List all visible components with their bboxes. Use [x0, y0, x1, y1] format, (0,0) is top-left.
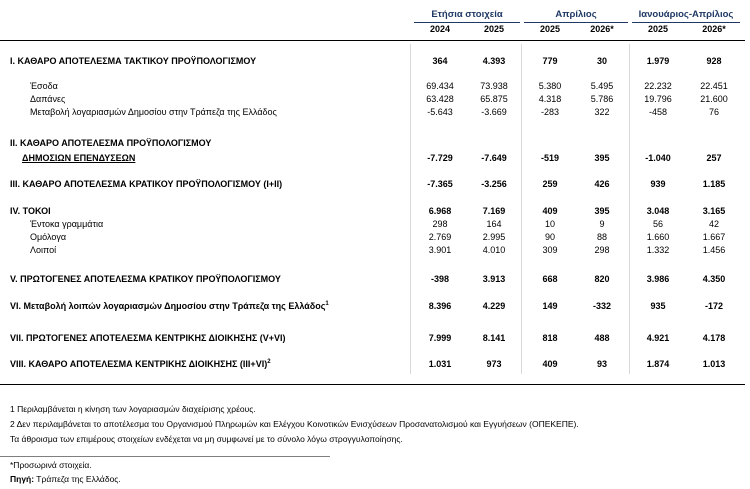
- cell-value: 364: [432, 56, 448, 66]
- cell-value: -7.365: [427, 179, 453, 189]
- cell-value: 149: [542, 301, 558, 311]
- cell-value: 4.229: [482, 301, 506, 311]
- cell-value: 164: [486, 219, 502, 229]
- cell-value: 939: [650, 179, 666, 189]
- row-label: Μεταβολή λογαριασμών Δημοσίου στην Τράπεζα της Ελλάδος: [30, 107, 277, 117]
- cell-value: 409: [542, 359, 558, 369]
- cell-value: 5.380: [538, 81, 562, 91]
- row-label: Ομόλογα: [30, 232, 67, 242]
- row-label-text: VIII. ΚΑΘΑΡΟ ΑΠΟΤΕΛΕΣΜΑ ΚΕΝΤΡΙΚΗΣ ΔΙΟΙΚΗΣΗΣ (ΙΙΙ+VI): [10, 359, 268, 369]
- year-header: 2026*: [702, 24, 726, 34]
- cell-value: 90: [544, 232, 555, 242]
- table-row: [0, 358, 750, 370]
- cell-value: 1.013: [702, 359, 726, 369]
- row-label: ΙV. ΤΟΚΟΙ: [10, 206, 51, 216]
- cell-value: 4.393: [482, 56, 506, 66]
- table-row: [0, 205, 750, 217]
- table-row: [0, 231, 750, 243]
- cell-value: 6.968: [428, 206, 452, 216]
- source-label: Πηγή:: [10, 474, 35, 484]
- cell-value: -458: [648, 107, 667, 117]
- table-row: [0, 106, 750, 118]
- cell-value: -7.649: [481, 153, 507, 163]
- group-underline: [414, 22, 520, 23]
- year-header: 2025: [647, 24, 669, 34]
- row-label: ΔΗΜΟΣΙΩΝ ΕΠΕΝΔΥΣΕΩΝ: [22, 153, 136, 163]
- year-header: 2024: [429, 24, 451, 34]
- cell-value: -7.729: [427, 153, 453, 163]
- cell-value: 488: [594, 333, 610, 343]
- cell-value: 4.010: [482, 245, 506, 255]
- column-separator: [521, 44, 522, 374]
- row-label: ΙΙΙ. ΚΑΘΑΡΟ ΑΠΟΤΕΛΕΣΜΑ ΚΡΑΤΙΚΟΥ ΠΡΟΫΠΟΛΟΓΙΣΜΟΥ (Ι+ΙΙ): [10, 179, 283, 189]
- cell-value: -3.669: [481, 107, 507, 117]
- row-label: V. ΠΡΩΤΟΓΕΝΕΣ ΑΠΟΤΕΛΕΣΜΑ ΚΡΑΤΙΚΟΥ ΠΡΟΫΠΟΛΟΓΙΣΜΟΥ: [10, 274, 281, 284]
- cell-value: -519: [540, 153, 559, 163]
- cell-value: 973: [486, 359, 502, 369]
- cell-value: 19.796: [644, 94, 672, 104]
- group-underline: [632, 22, 740, 23]
- cell-value: 69.434: [426, 81, 454, 91]
- cell-value: 1.332: [646, 245, 670, 255]
- cell-value: 7.999: [428, 333, 452, 343]
- column-separator: [410, 44, 411, 374]
- row-label: Δαπάνες: [30, 94, 66, 104]
- cell-value: 1.031: [428, 359, 452, 369]
- cell-value: 409: [542, 206, 558, 216]
- footnote-1: 1 Περιλαμβάνεται η κίνηση των λογαριασμών διαχείρισης χρέους.: [10, 404, 256, 414]
- footnote-marker: 1: [325, 301, 329, 307]
- cell-value: 395: [594, 206, 610, 216]
- cell-value: 3.901: [428, 245, 452, 255]
- footnote-2: 2 Δεν περιλαμβάνεται το αποτέλεσμα του Οργανισμού Πληρωμών και Ελέγχου Κοινοτικών Ενισχύσεων Προσανατολισμού και Εγγυήσεων (ΟΠΕΚΕΠΕ).: [10, 419, 579, 429]
- table-row: [0, 152, 750, 164]
- cell-value: 3.986: [646, 274, 670, 284]
- cell-value: 4.350: [702, 274, 726, 284]
- cell-value: 3.165: [702, 206, 726, 216]
- cell-value: 8.396: [428, 301, 452, 311]
- cell-value: 21.600: [700, 94, 728, 104]
- cell-value: 4.178: [702, 333, 726, 343]
- cell-value: 1.667: [702, 232, 726, 242]
- row-label: [10, 300, 329, 312]
- cell-value: 5.495: [590, 81, 614, 91]
- cell-value: 93: [596, 359, 607, 369]
- table-row: [0, 178, 750, 190]
- cell-value: 1.979: [646, 56, 670, 66]
- cell-value: 779: [542, 56, 558, 66]
- group-underline: [524, 22, 628, 23]
- cell-value: 1.185: [702, 179, 726, 189]
- cell-value: 1.660: [646, 232, 670, 242]
- year-header: 2025: [539, 24, 561, 34]
- cell-value: 56: [652, 219, 663, 229]
- cell-value: 1.456: [702, 245, 726, 255]
- cell-value: 73.938: [480, 81, 508, 91]
- row-label: Έντοκα γραμμάτια: [30, 219, 104, 229]
- cell-value: 4.921: [646, 333, 670, 343]
- table-row: [0, 55, 750, 67]
- cell-value: -332: [592, 301, 611, 311]
- cell-value: 9: [599, 219, 605, 229]
- cell-value: -172: [704, 301, 723, 311]
- cell-value: 5.786: [590, 94, 614, 104]
- table-row: [0, 93, 750, 105]
- footer-rule: [0, 456, 330, 457]
- cell-value: 298: [432, 219, 448, 229]
- row-label: Λοιποί: [30, 245, 57, 255]
- cell-value: 4.318: [538, 94, 562, 104]
- cell-value: 22.232: [644, 81, 672, 91]
- table-row: [0, 244, 750, 256]
- group-header-april: Απρίλιος: [555, 9, 597, 20]
- cell-value: -1.040: [645, 153, 671, 163]
- cell-value: -5.643: [427, 107, 453, 117]
- header-rule: [0, 40, 745, 41]
- cell-value: 2.769: [428, 232, 452, 242]
- cell-value: -283: [540, 107, 559, 117]
- cell-value: 88: [596, 232, 607, 242]
- footnote-marker: 2: [267, 359, 271, 365]
- column-separator: [629, 44, 630, 374]
- cell-value: 10: [544, 219, 555, 229]
- cell-value: 30: [596, 56, 607, 66]
- table-header: [0, 8, 750, 40]
- cell-value: -3.256: [481, 179, 507, 189]
- table-row: [0, 300, 750, 312]
- cell-value: 818: [542, 333, 558, 343]
- cell-value: 298: [594, 245, 610, 255]
- cell-value: 7.169: [482, 206, 506, 216]
- year-header: 2025: [483, 24, 505, 34]
- table-row: [0, 80, 750, 92]
- cell-value: 820: [594, 274, 610, 284]
- cell-value: 309: [542, 245, 558, 255]
- provisional-note: *Προσωρινά στοιχεία.: [10, 460, 92, 470]
- cell-value: 426: [594, 179, 610, 189]
- row-label: [10, 358, 271, 370]
- row-label: Ι. ΚΑΘΑΡΟ ΑΠΟΤΕΛΕΣΜΑ ΤΑΚΤΙΚΟΥ ΠΡΟΫΠΟΛΟΓΙΣΜΟΥ: [10, 56, 257, 66]
- cell-value: 257: [706, 153, 722, 163]
- cell-value: 259: [542, 179, 558, 189]
- cell-value: 3.913: [482, 274, 506, 284]
- cell-value: 3.048: [646, 206, 670, 216]
- cell-value: 1.874: [646, 359, 670, 369]
- cell-value: -398: [430, 274, 449, 284]
- table-row: [0, 137, 750, 149]
- cell-value: 63.428: [426, 94, 454, 104]
- cell-value: 668: [542, 274, 558, 284]
- group-header-annual: Ετήσια στοιχεία: [431, 9, 503, 20]
- table-row: [0, 218, 750, 230]
- cell-value: 928: [706, 56, 722, 66]
- cell-value: 935: [650, 301, 666, 311]
- year-header: 2026*: [590, 24, 614, 34]
- cell-value: 8.141: [482, 333, 506, 343]
- row-label-text: VI. Μεταβολή λοιπών λογαριασμών Δημοσίου στην Τράπεζα της Ελλάδος: [10, 301, 326, 311]
- cell-value: 322: [594, 107, 610, 117]
- rounding-note: Τα άθροισμα των επιμέρους στοιχείων ενδέχεται να μη συμφωνεί με το σύνολο λόγω στρογγυλοποίησης.: [10, 434, 403, 444]
- cell-value: 76: [708, 107, 719, 117]
- source-note: [10, 474, 121, 485]
- row-label: VII. ΠΡΩΤΟΓΕΝΕΣ ΑΠΟΤΕΛΕΣΜΑ ΚΕΝΤΡΙΚΗΣ ΔΙΟΙΚΗΣΗΣ (V+VI): [10, 333, 286, 343]
- group-header-jan-apr: Ιανουάριος-Απρίλιος: [638, 9, 734, 20]
- row-label: ΙΙ. ΚΑΘΑΡΟ ΑΠΟΤΕΛΕΣΜΑ ΠΡΟΫΠΟΛΟΓΙΣΜΟΥ: [10, 138, 212, 148]
- cell-value: 42: [708, 219, 719, 229]
- cell-value: 65.875: [480, 94, 508, 104]
- cell-value: 22.451: [700, 81, 728, 91]
- table-row: [0, 273, 750, 285]
- table-bottom-rule: [0, 384, 745, 385]
- table-row: [0, 332, 750, 344]
- cell-value: 395: [594, 153, 610, 163]
- source-value: Τράπεζα της Ελλάδος.: [34, 474, 121, 484]
- row-label: Έσοδα: [30, 81, 58, 91]
- cell-value: 2.995: [482, 232, 506, 242]
